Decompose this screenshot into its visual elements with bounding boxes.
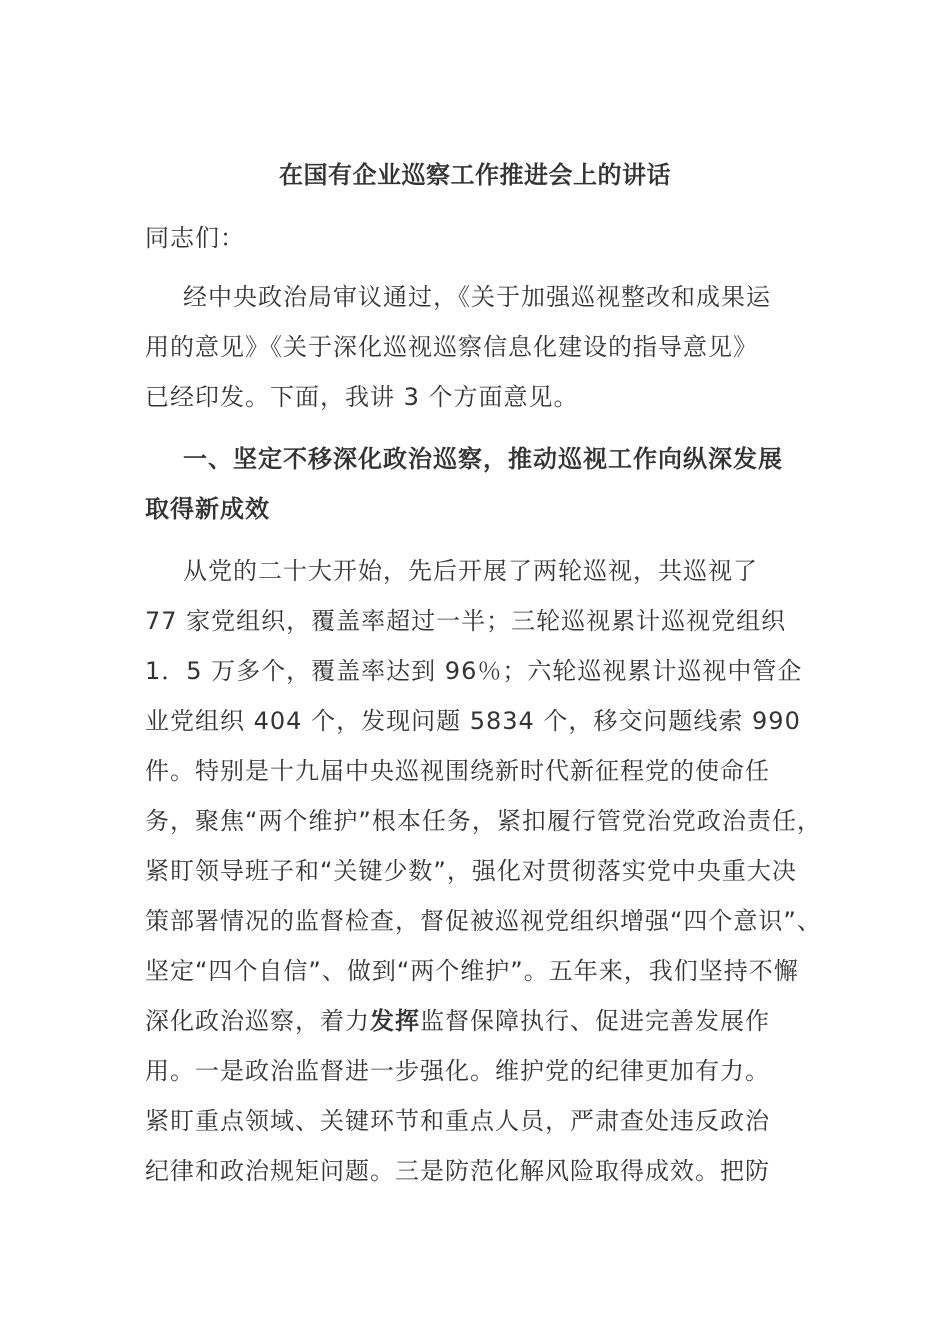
paragraph-intro (145, 272, 835, 422)
line-text-before: 深化政治巡察，着力 (145, 1007, 370, 1035)
paragraph-line: 务，聚焦“两个维护”根本任务，紧扣履行管党治党政治责任， (145, 807, 822, 835)
paragraph-line: 77 家党组织，覆盖率超过一半；三轮巡视累计巡视党组织 (145, 607, 787, 635)
salutation-text: 同志们： (145, 224, 245, 252)
paragraph-line: 件。特别是十九届中央巡视围绕新时代新征程党的使命任 (145, 757, 770, 785)
paragraph-line: 用的意见》《关于深化巡视巡察信息化建设的指导意见》 (145, 333, 758, 361)
bold-phrase: 发挥 (370, 1007, 420, 1035)
line-text-after: 监督保障执行、促进完善发展作 (420, 1007, 770, 1035)
paragraph-line: 从党的二十大开始，先后开展了两轮巡视，共巡视了 (183, 557, 758, 585)
paragraph-line: 紧盯领导班子和“关键少数”，强化对贯彻落实党中央重大决 (145, 857, 797, 885)
paragraph-line: 经中央政治局审议通过，《关于加强巡视整改和成果运 (183, 283, 771, 311)
section-heading-1 (145, 434, 835, 534)
paragraph-body (145, 546, 835, 1196)
paragraph-line: 已经印发。下面，我讲 3 个方面意见。 (145, 383, 579, 411)
paragraph-line: 策部署情况的监督检查，督促被巡视党组织增强“四个意识”、 (145, 907, 822, 935)
heading-line: 取得新成效 (145, 495, 270, 523)
paragraph-line: 1．5 万多个，覆盖率达到 96％；六轮巡视累计巡视中管企 (145, 657, 803, 685)
document-title: 在国有企业巡察工作推进会上的讲话 (279, 161, 671, 189)
paragraph-line: 坚定“四个自信”、做到“两个维护”。五年来，我们坚持不懈 (145, 957, 799, 985)
paragraph-line: 业党组织 404 个，发现问题 5834 个，移交问题线索 990 (145, 707, 801, 735)
paragraph-line: 纪律和政治规矩问题。三是防范化解风险取得成效。把防 (145, 1157, 770, 1185)
paragraph-line-mixed (145, 996, 835, 1046)
paragraph-line: 紧盯重点领域、关键环节和重点人员，严肃查处违反政治 (145, 1107, 770, 1135)
heading-line: 一、坚定不移深化政治巡察，推动巡视工作向纵深发展 (183, 445, 783, 473)
salutation (145, 213, 835, 263)
paragraph-line: 用。一是政治监督进一步强化。维护党的纪律更加有力。 (145, 1057, 770, 1085)
